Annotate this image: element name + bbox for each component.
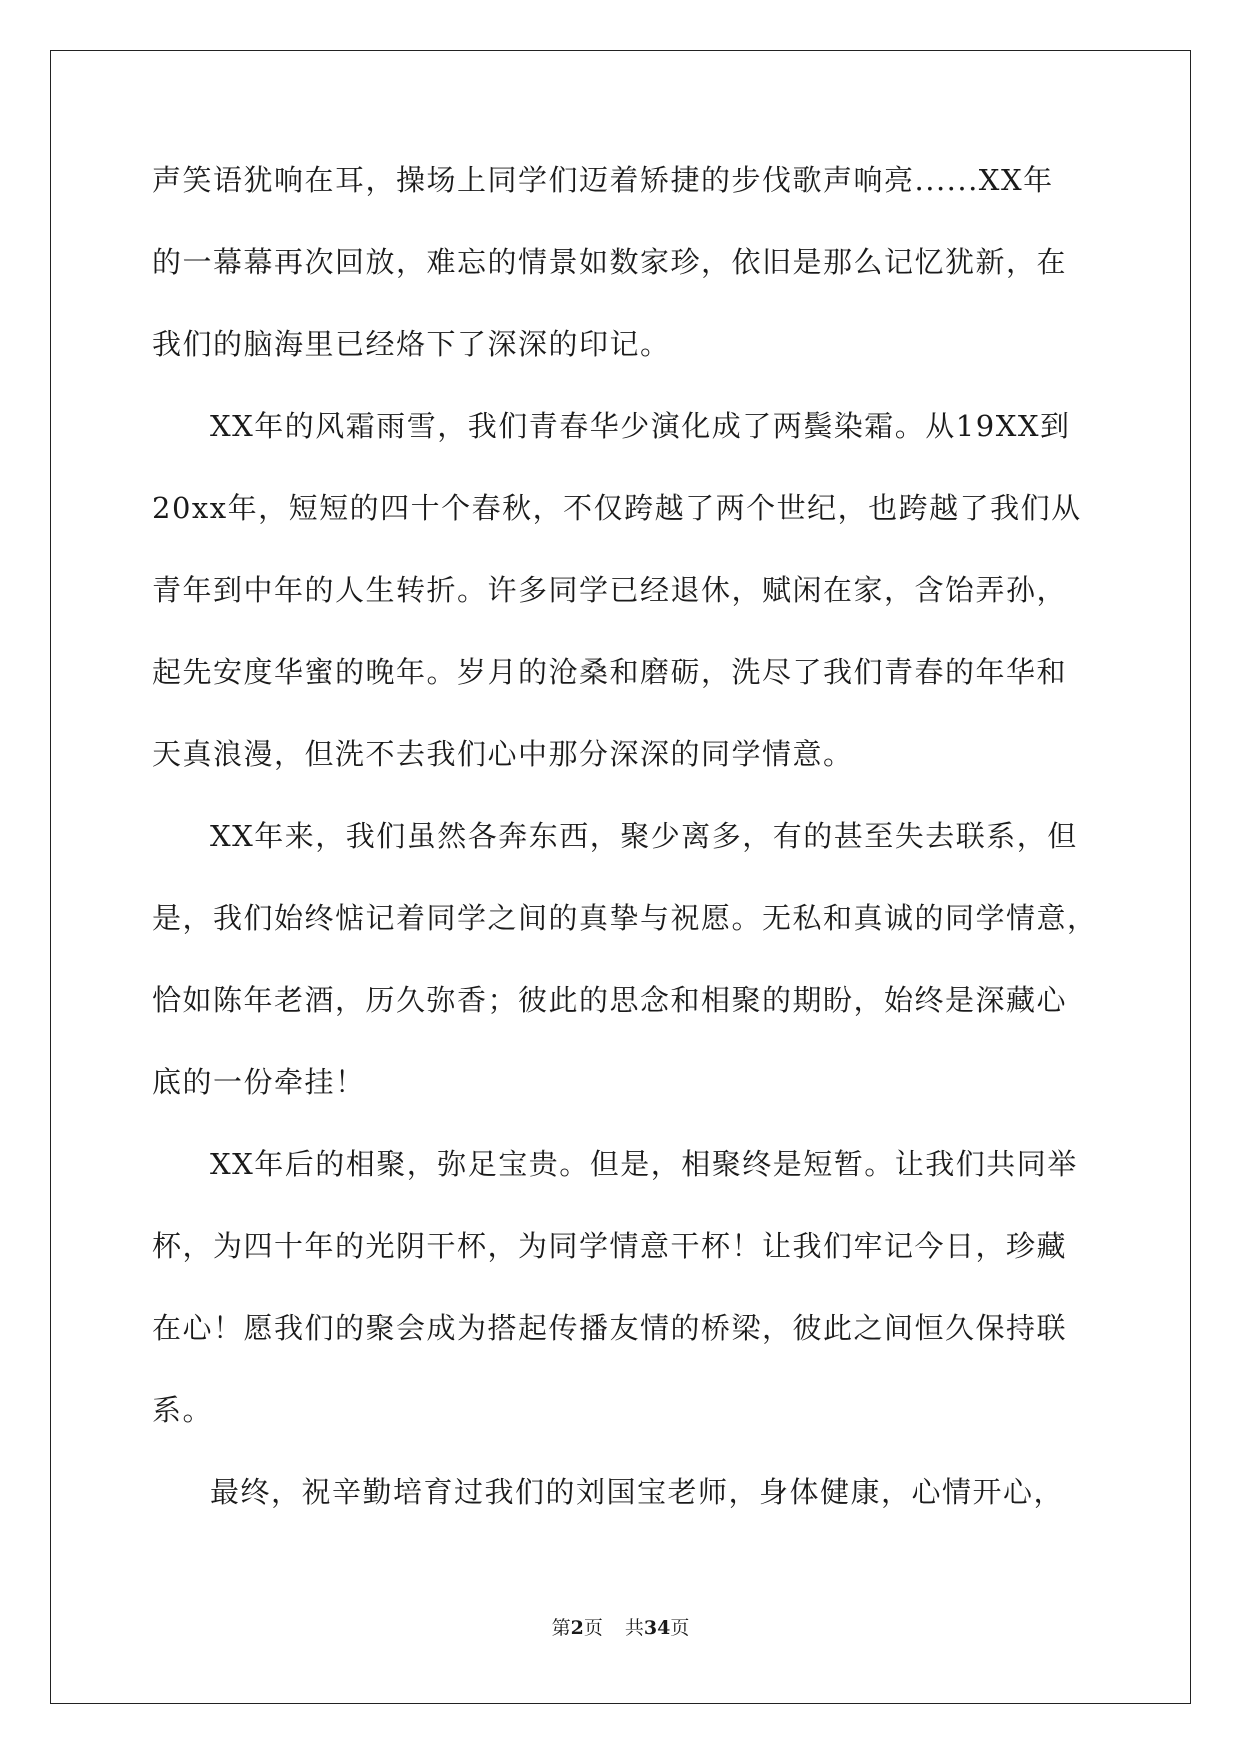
text-line-2: 的一幕幕再次回放，难忘的情景如数家珍，依旧是那么记忆犹新，在 [152,245,1068,279]
document-body [152,160,1098,1554]
text-line-3: 我们的脑海里已经烙下了深深的印记。 [152,327,671,361]
text-line-11: 恰如陈年老酒，历久弥香；彼此的思念和相聚的期盼，始终是深藏心 [152,983,1068,1017]
total-prefix: 共 [624,1617,644,1639]
text-line-1: 声笑语犹响在耳，操场上同学们迈着矫捷的步伐歌声响亮......XX年 [152,163,1054,197]
text-line-5: 20xx年，短短的四十个春秋，不仅跨越了两个世纪，也跨越了我们从 [152,491,1082,525]
current-page-number: 2 [570,1617,584,1639]
page-footer [0,1616,1241,1640]
text-line-8: 天真浪漫，但洗不去我们心中那分深深的同学情意。 [152,737,854,771]
text-line-15: 在心！愿我们的聚会成为搭起传播友情的桥梁，彼此之间恒久保持联 [152,1311,1068,1345]
text-line-7: 起先安度华蜜的晚年。岁月的沧桑和磨砺，洗尽了我们青春的年华和 [152,655,1068,689]
text-line-13: XX年后的相聚，弥足宝贵。但是，相聚终是短暂。让我们共同举 [210,1147,1078,1181]
total-page-count: 34 [643,1617,671,1639]
text-line-14: 杯，为四十年的光阴干杯，为同学情意干杯！让我们牢记今日，珍藏 [152,1229,1068,1263]
text-line-4: XX年的风霜雨雪，我们青春华少演化成了两鬓染霜。从19XX到 [210,409,1071,443]
text-line-9: XX年来，我们虽然各奔东西，聚少离多，有的甚至失去联系，但 [210,819,1078,853]
text-line-6: 青年到中年的人生转折。许多同学已经退休，赋闲在家，含饴弄孙， [152,573,1068,607]
text-line-17: 最终，祝辛勤培育过我们的刘国宝老师，身体健康，心情开心， [210,1475,1065,1509]
total-suffix: 页 [670,1617,690,1639]
page-prefix: 第 [551,1617,571,1639]
text-line-16: 系。 [152,1393,214,1427]
text-line-12: 底的一份牵挂！ [152,1065,366,1099]
page-suffix: 页 [583,1617,603,1639]
text-line-10: 是，我们始终惦记着同学之间的真挚与祝愿。无私和真诚的同学情意， [152,901,1098,935]
